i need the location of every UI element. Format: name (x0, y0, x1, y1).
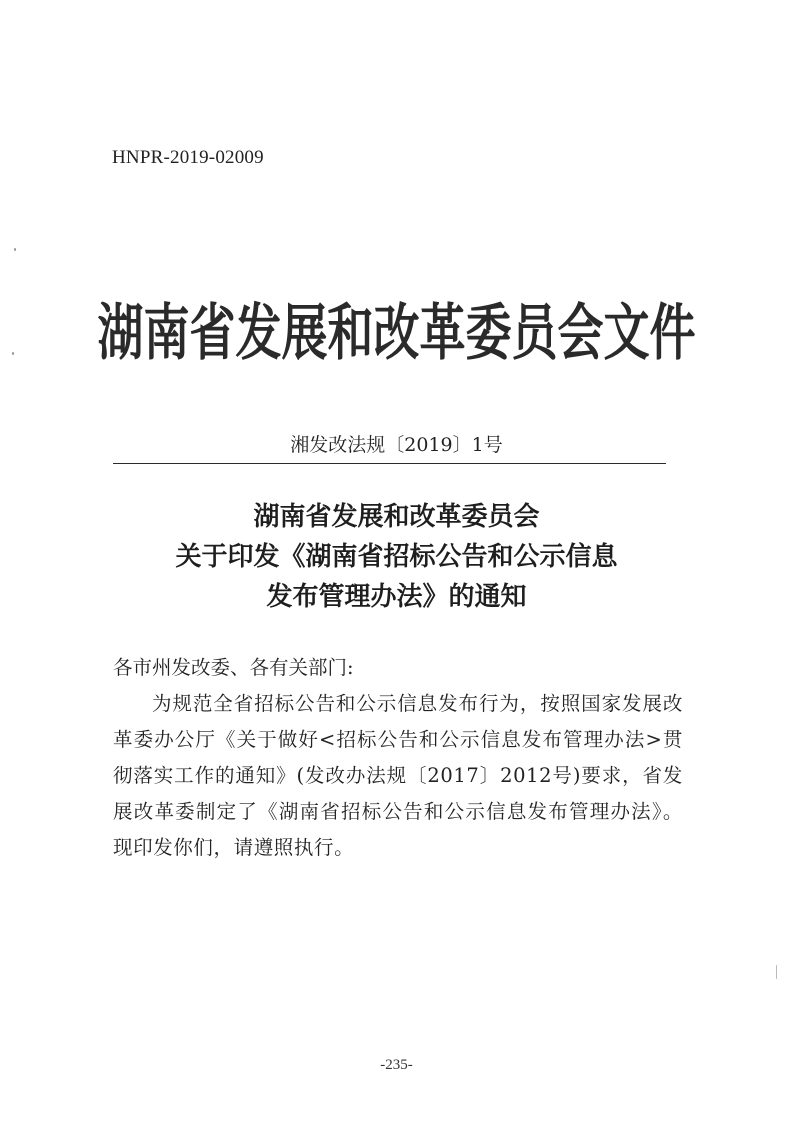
page-number: -235- (380, 1057, 413, 1073)
notice-title (0, 497, 793, 617)
issuing-organization-title: 湖南省发展和改革委员会文件 (97, 296, 696, 369)
notice-title-line-2: 关于印发《湖南省招标公告和公示信息 (175, 542, 618, 572)
file-number: 湘发改法规〔2019〕1号 (290, 434, 503, 456)
notice-title-line-3: 发布管理办法》的通知 (266, 582, 527, 612)
scan-speck (14, 248, 16, 251)
body-paragraph: 为规范全省招标公告和公示信息发布行为，按照国家发展改革委办公厅《关于做好<招标公告和公示信息发布管理办法>贯彻落实工作的通知》(发改办法规〔2017〕2012号)要求，省发展改革委制定了《湖南省招标公告和公示信息发布管理办法》。现印发你们，请遵照执行。 (113, 692, 683, 859)
notice-body (113, 650, 683, 866)
scan-speck (776, 965, 777, 979)
notice-title-line-1: 湖南省发展和改革委员会 (253, 502, 540, 532)
document-code: HNPR-2019-02009 (112, 147, 264, 168)
addressee: 各市州发改委、各有关部门: (113, 656, 354, 679)
scan-speck (12, 352, 14, 355)
header-divider (113, 463, 666, 464)
